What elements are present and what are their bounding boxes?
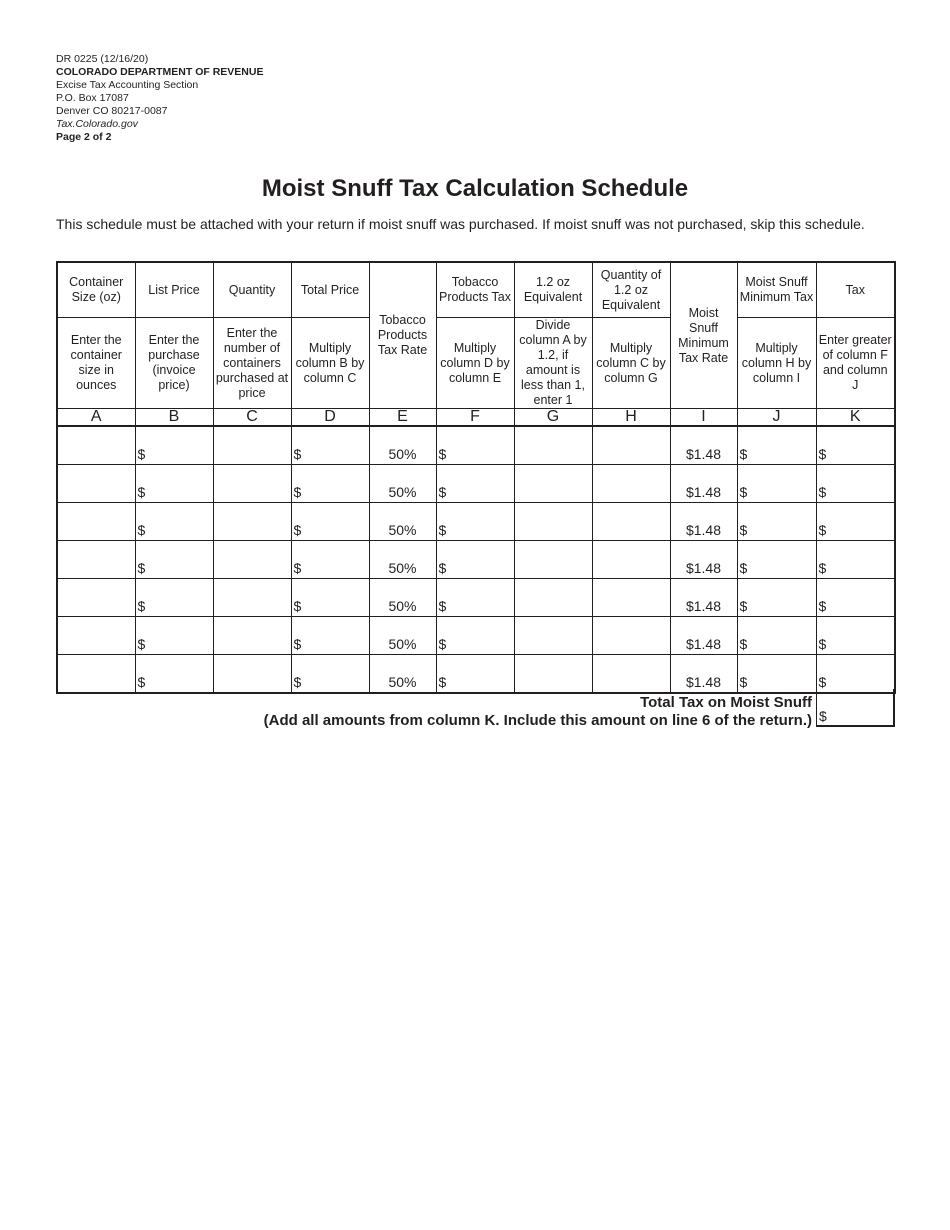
header-quantity: Quantity: [213, 262, 291, 318]
letter-b: B: [135, 409, 213, 427]
po-box: P.O. Box 17087: [56, 92, 129, 104]
tax-rate-cell: 50%: [369, 617, 436, 655]
letter-a: A: [57, 409, 135, 427]
header-row: [57, 262, 895, 318]
table-row: [57, 617, 895, 655]
tax-rate-cell: 50%: [369, 655, 436, 694]
container-size-cell[interactable]: [57, 579, 135, 617]
min-tax-cell[interactable]: $: [737, 426, 816, 465]
total-label-line1: Total Tax on Moist Snuff: [640, 694, 812, 711]
header-min-tax-rate: Moist Snuff Minimum Tax Rate: [670, 262, 737, 409]
total-label: [264, 694, 812, 730]
list-price-cell[interactable]: $: [135, 655, 213, 694]
min-tax-cell[interactable]: $: [737, 617, 816, 655]
quantity-equivalent-cell[interactable]: [592, 579, 670, 617]
quantity-equivalent-cell[interactable]: [592, 426, 670, 465]
desc-h: Multiply column C by column G: [592, 318, 670, 409]
letter-f: F: [436, 409, 514, 427]
quantity-equivalent-cell[interactable]: [592, 655, 670, 694]
quantity-cell[interactable]: [213, 465, 291, 503]
table-row: [57, 465, 895, 503]
tax-cell[interactable]: $: [816, 655, 895, 694]
container-size-cell[interactable]: [57, 655, 135, 694]
equivalent-cell[interactable]: [514, 541, 592, 579]
header-tax-rate: Tobacco Products Tax Rate: [369, 262, 436, 409]
letter-j: J: [737, 409, 816, 427]
list-price-cell[interactable]: $: [135, 579, 213, 617]
total-tax-input[interactable]: [816, 689, 895, 727]
tobacco-tax-cell[interactable]: $: [436, 579, 514, 617]
min-tax-rate-cell: $1.48: [670, 655, 737, 694]
tax-cell[interactable]: $: [816, 579, 895, 617]
page-indicator: Page 2 of 2: [56, 131, 112, 143]
min-tax-rate-cell: $1.48: [670, 426, 737, 465]
quantity-cell[interactable]: [213, 503, 291, 541]
tax-cell[interactable]: $: [816, 465, 895, 503]
tobacco-tax-cell[interactable]: $: [436, 465, 514, 503]
quantity-equivalent-cell[interactable]: [592, 503, 670, 541]
header-equivalent: 1.2 oz Equivalent: [514, 262, 592, 318]
min-tax-cell[interactable]: $: [737, 579, 816, 617]
quantity-cell[interactable]: [213, 617, 291, 655]
min-tax-cell[interactable]: $: [737, 655, 816, 694]
quantity-cell[interactable]: [213, 579, 291, 617]
tobacco-tax-cell[interactable]: $: [436, 655, 514, 694]
header-tax: Tax: [816, 262, 895, 318]
total-dollar-sign: $: [819, 708, 827, 724]
equivalent-cell[interactable]: [514, 617, 592, 655]
header-tobacco-tax: Tobacco Products Tax: [436, 262, 514, 318]
tobacco-tax-cell[interactable]: $: [436, 541, 514, 579]
desc-g: Divide column A by 1.2, if amount is less than 1, enter 1: [514, 318, 592, 409]
header-container-size: Container Size (oz): [57, 262, 135, 318]
letter-row: [57, 409, 895, 427]
table-row: [57, 426, 895, 465]
data-rows: [57, 426, 895, 693]
tax-rate-cell: 50%: [369, 503, 436, 541]
tax-cell[interactable]: $: [816, 426, 895, 465]
letter-k: K: [816, 409, 895, 427]
description-row: [57, 318, 895, 409]
form-header: [56, 53, 263, 144]
tax-rate-cell: 50%: [369, 541, 436, 579]
form-number: DR 0225 (12/16/20): [56, 53, 149, 65]
tax-rate-cell: 50%: [369, 465, 436, 503]
min-tax-rate-cell: $1.48: [670, 579, 737, 617]
page-title: Moist Snuff Tax Calculation Schedule: [261, 175, 689, 202]
list-price-cell[interactable]: $: [135, 541, 213, 579]
tax-cell[interactable]: $: [816, 541, 895, 579]
desc-k: Enter greater of column F and column J: [816, 318, 895, 409]
instructions-text: This schedule must be attached with your return if moist snuff was purchased. If moist snuff was not purchased, skip this schedule.: [56, 216, 865, 232]
min-tax-cell[interactable]: $: [737, 503, 816, 541]
min-tax-rate-cell: $1.48: [670, 465, 737, 503]
total-price-cell[interactable]: $: [291, 617, 369, 655]
table-row: [57, 655, 895, 694]
list-price-cell[interactable]: $: [135, 617, 213, 655]
tax-rate-cell: 50%: [369, 579, 436, 617]
total-label-line2: (Add all amounts from column K. Include this amount on line 6 of the return.): [263, 712, 812, 729]
total-price-cell[interactable]: $: [291, 541, 369, 579]
equivalent-cell[interactable]: [514, 426, 592, 465]
tax-cell[interactable]: $: [816, 503, 895, 541]
tobacco-tax-cell[interactable]: $: [436, 503, 514, 541]
letter-i: I: [670, 409, 737, 427]
desc-f: Multiply column D by column E: [436, 318, 514, 409]
total-price-cell[interactable]: $: [291, 579, 369, 617]
section-name: Excise Tax Accounting Section: [56, 79, 199, 91]
quantity-equivalent-cell[interactable]: [592, 617, 670, 655]
quantity-cell[interactable]: [213, 541, 291, 579]
desc-j: Multiply column H by column I: [737, 318, 816, 409]
container-size-cell[interactable]: [57, 541, 135, 579]
header-list-price: List Price: [135, 262, 213, 318]
tobacco-tax-cell[interactable]: $: [436, 426, 514, 465]
letter-h: H: [592, 409, 670, 427]
quantity-cell[interactable]: [213, 426, 291, 465]
tax-schedule-table: [56, 261, 896, 694]
quantity-equivalent-cell[interactable]: [592, 541, 670, 579]
desc-a: Enter the container size in ounces: [57, 318, 135, 409]
table-row: [57, 579, 895, 617]
letter-d: D: [291, 409, 369, 427]
tax-cell[interactable]: $: [816, 617, 895, 655]
letter-c: C: [213, 409, 291, 427]
desc-c: Enter the number of containers purchased at price: [213, 318, 291, 409]
container-size-cell[interactable]: [57, 465, 135, 503]
header-min-tax: Moist Snuff Minimum Tax: [737, 262, 816, 318]
desc-b: Enter the purchase (invoice price): [135, 318, 213, 409]
min-tax-cell[interactable]: $: [737, 465, 816, 503]
total-price-cell[interactable]: $: [291, 465, 369, 503]
total-price-cell[interactable]: $: [291, 426, 369, 465]
min-tax-rate-cell: $1.48: [670, 617, 737, 655]
department-name: COLORADO DEPARTMENT OF REVENUE: [56, 66, 264, 78]
container-size-cell[interactable]: [57, 503, 135, 541]
min-tax-rate-cell: $1.48: [670, 503, 737, 541]
letter-g: G: [514, 409, 592, 427]
container-size-cell[interactable]: [57, 426, 135, 465]
list-price-cell[interactable]: $: [135, 465, 213, 503]
table-row: [57, 541, 895, 579]
quantity-equivalent-cell[interactable]: [592, 465, 670, 503]
quantity-cell[interactable]: [213, 655, 291, 694]
equivalent-cell[interactable]: [514, 465, 592, 503]
city-address: Denver CO 80217-0087: [56, 105, 168, 117]
container-size-cell[interactable]: [57, 617, 135, 655]
min-tax-cell[interactable]: $: [737, 541, 816, 579]
header-quantity-equivalent: Quantity of 1.2 oz Equivalent: [592, 262, 670, 318]
total-price-cell[interactable]: $: [291, 503, 369, 541]
tobacco-tax-cell[interactable]: $: [436, 617, 514, 655]
website-link[interactable]: Tax.Colorado.gov: [56, 118, 138, 130]
desc-d: Multiply column B by column C: [291, 318, 369, 409]
table-row: [57, 503, 895, 541]
equivalent-cell[interactable]: [514, 655, 592, 694]
list-price-cell[interactable]: $: [135, 503, 213, 541]
header-total-price: Total Price: [291, 262, 369, 318]
letter-e: E: [369, 409, 436, 427]
total-price-cell[interactable]: $: [291, 655, 369, 694]
tax-rate-cell: 50%: [369, 426, 436, 465]
equivalent-cell[interactable]: [514, 503, 592, 541]
min-tax-rate-cell: $1.48: [670, 541, 737, 579]
equivalent-cell[interactable]: [514, 579, 592, 617]
list-price-cell[interactable]: $: [135, 426, 213, 465]
